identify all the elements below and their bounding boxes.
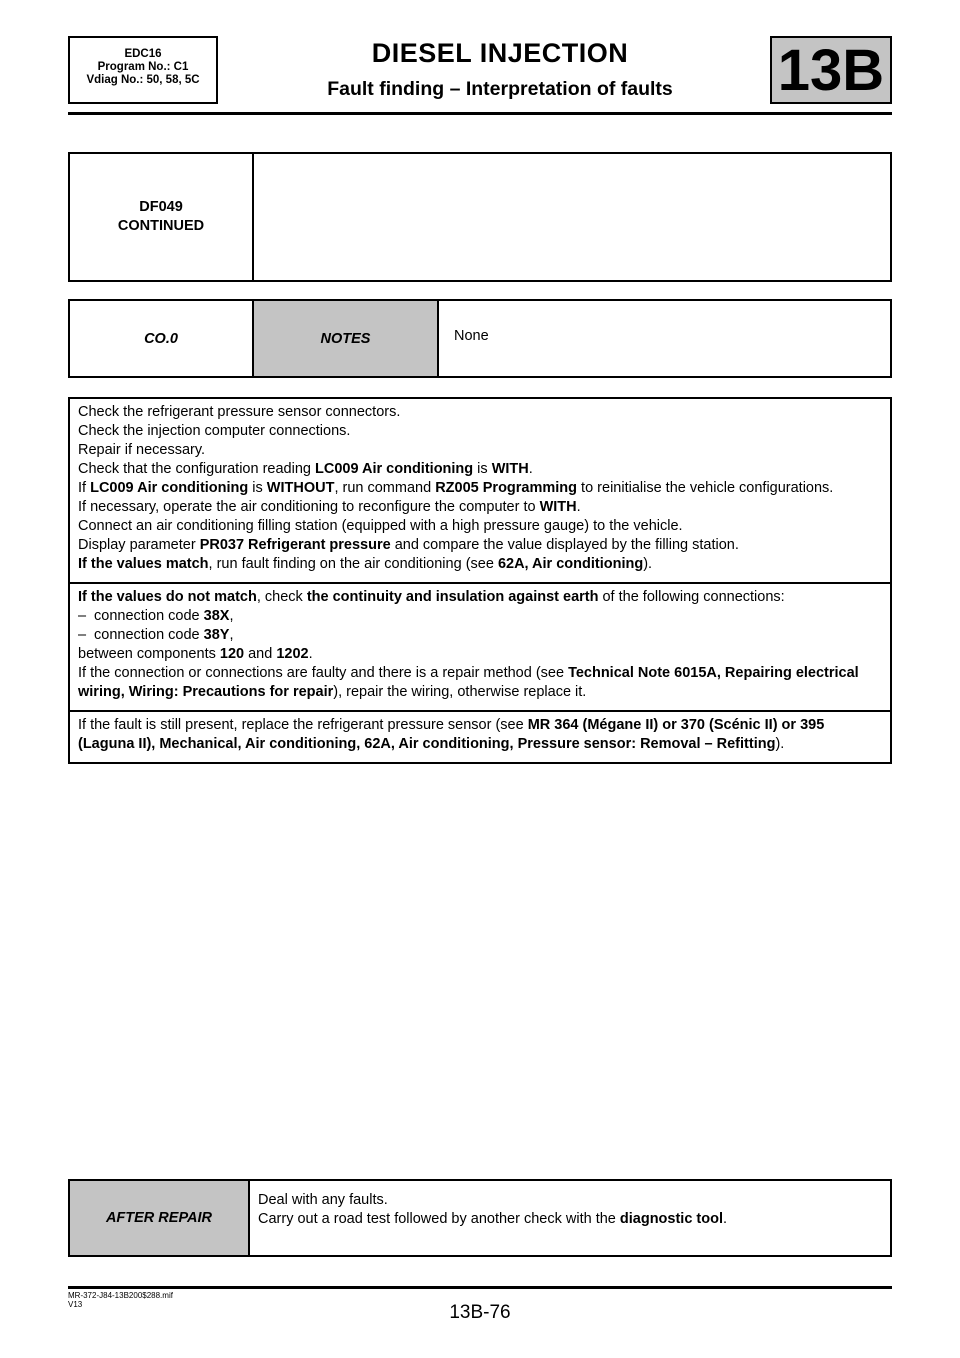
step-display-parameter: Display parameter PR037 Refrigerant pressure and compare the value displayed by the filling station. — [78, 537, 739, 553]
fault-header-table — [68, 152, 892, 282]
page-title: DIESEL INJECTION — [371, 38, 629, 68]
step-check-sensor-connectors: Check the refrigerant pressure sensor connectors. — [78, 404, 401, 420]
after-repair-label: AFTER REPAIR — [69, 1180, 249, 1256]
step-check-computer-connections: Check the injection computer connections. — [78, 423, 351, 439]
connection-item-38y: – connection code 38Y, — [78, 627, 234, 643]
program-number: Program No.: C1 — [97, 61, 189, 73]
procedure-block-3 — [69, 711, 891, 763]
footer-file-info — [68, 1291, 173, 1309]
notes-label: NOTES — [253, 300, 438, 377]
connection-item-38x: – connection code 38X, — [78, 608, 234, 624]
step-check-configuration: Check that the configuration reading LC009 Air conditioning is WITH. — [78, 461, 533, 477]
after-repair-line-1: Deal with any faults. — [258, 1192, 388, 1208]
procedure-table — [68, 397, 892, 764]
procedure-block-2 — [69, 583, 891, 711]
section-code-badge: 13B — [770, 36, 892, 104]
fault-id-cell — [69, 153, 253, 281]
step-reconfigure: If necessary, operate the air conditioning to reconfigure the computer to WITH. — [78, 499, 581, 515]
step-run-programming: If LC009 Air conditioning is WITHOUT, run command RZ005 Programming to reinitialise the vehicle configurations. — [78, 480, 834, 496]
fault-state: CO.0 — [69, 300, 253, 377]
step-repair: Repair if necessary. — [78, 442, 206, 458]
repair-wiring-instruction: If the connection or connections are faulty and there is a repair method (see Technical Note 6015A, Repairing electrical wiring, Wiring: Precautions for repair), repair the wiring, otherwise replace it. — [78, 665, 859, 700]
notes-value: None — [438, 300, 891, 377]
footer-rule — [68, 1286, 892, 1289]
fault-code: DF049 — [139, 199, 183, 215]
fault-status: CONTINUED — [117, 218, 205, 234]
after-repair-table — [68, 1179, 892, 1257]
footer-filename: MR-372-J84-13B200$288.mif — [68, 1291, 173, 1300]
engine-code: EDC16 — [124, 48, 162, 60]
after-repair-instructions — [249, 1180, 891, 1256]
step-values-match: If the values match, run fault finding on the air conditioning (see 62A, Air conditioning). — [78, 556, 653, 572]
after-repair-line-2: Carry out a road test followed by another check with the diagnostic tool. — [258, 1211, 728, 1227]
notes-table — [68, 299, 892, 378]
step-values-do-not-match: If the values do not match, check the continuity and insulation against earth of the following connections: — [78, 589, 785, 605]
replace-sensor-instruction: If the fault is still present, replace the refrigerant pressure sensor (see MR 364 (Mégane II) or 370 (Scénic II) or 395 (Laguna II), Mechanical, Air conditioning, 62A, Air conditioning, Pressure sensor: Removal – Refitting). — [78, 717, 825, 752]
footer-version: V13 — [68, 1300, 83, 1309]
fault-description-cell — [253, 153, 891, 281]
step-connect-filling-station: Connect an air conditioning filling station (equipped with a high pressure gauge) to the vehicle. — [78, 518, 683, 534]
vdiag-number: Vdiag No.: 50, 58, 5C — [86, 74, 200, 86]
page-subtitle: Fault finding – Interpretation of faults — [327, 78, 673, 100]
header-rule — [68, 112, 892, 115]
procedure-block-1 — [69, 398, 891, 583]
page-number: 13B-76 — [449, 1302, 511, 1323]
components-line: between components 120 and 1202. — [78, 646, 313, 662]
document-info-box — [68, 36, 218, 104]
